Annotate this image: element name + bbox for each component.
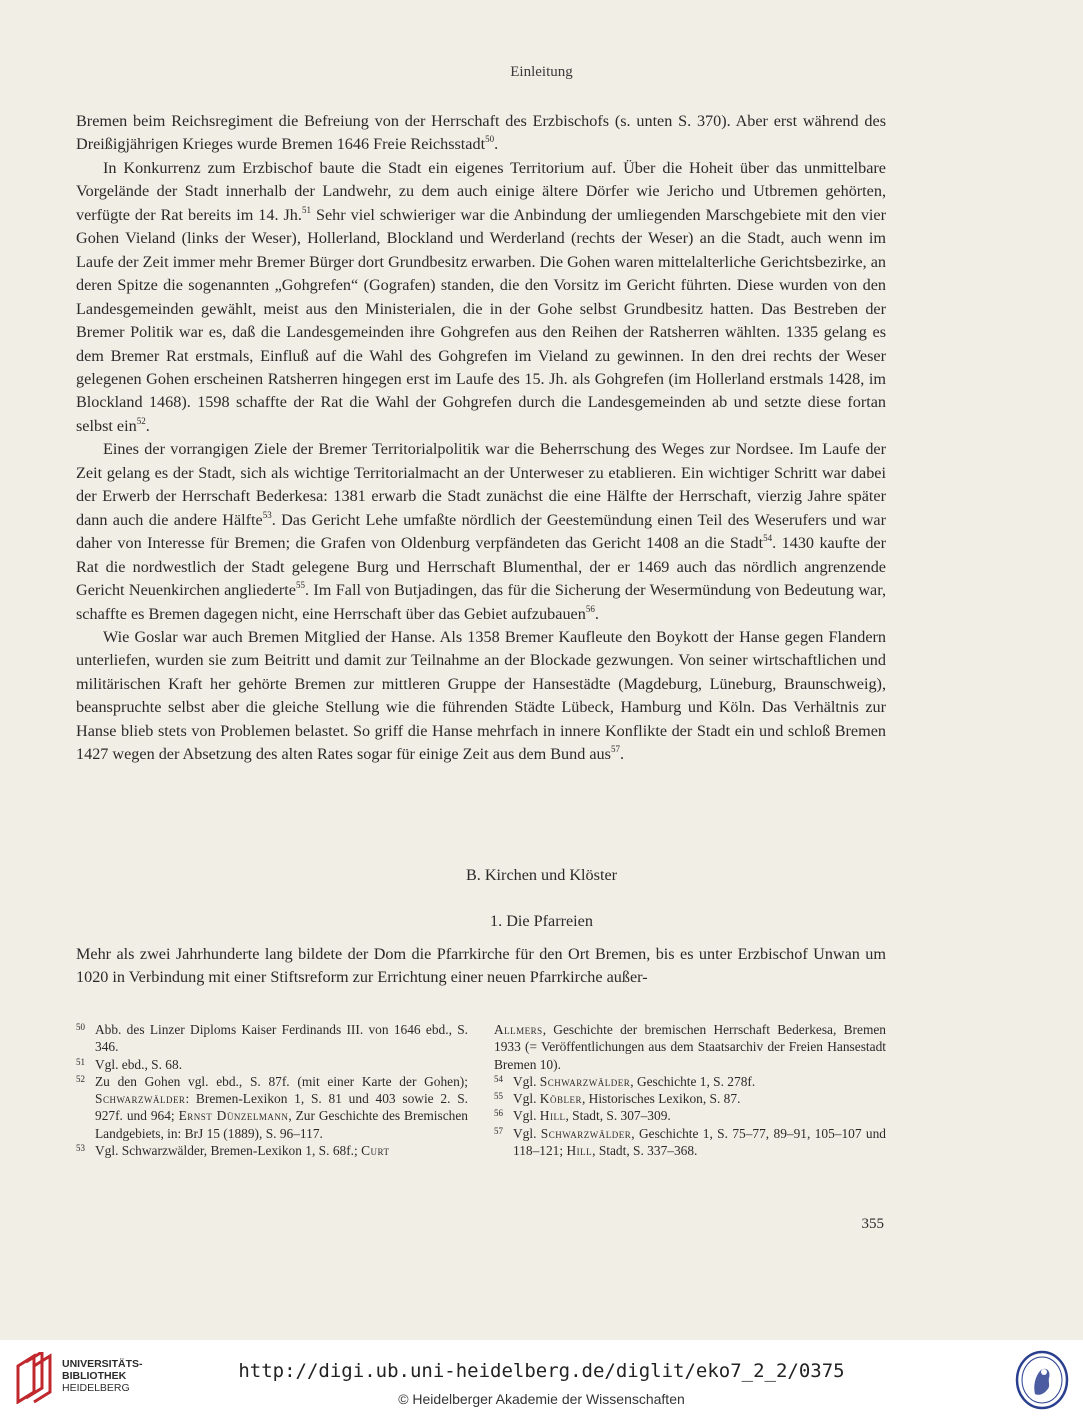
text-run: Bremen beim Reichsregiment die Befreiung von der Herrschaft des Erzbischofs (s. unten S. 370). Aber erst während des Dreißigjährigen Krieges wurde Bremen 1646 Freie Reichsstadt xyxy=(76,112,886,154)
author-name: Köbler xyxy=(539,1091,582,1107)
text-run: Sehr viel schwieriger war die Anbindung der umliegenden Marschgebiete mit den vier Gohen Vieland (links der Weser), Hollerland, Blockland und Werderland (rechts der Weser) an die Stadt, auch wenn im Laufe der Zeit immer mehr Bremer Bürger dort Grundbesitz erwarben. Die Gohen waren mittelalterliche Gerichtsbezirke, an deren Spitze die sogenannten „Gohgrefen“ (Gografen) standen, die den Vorsitz im Gericht führten. Diese wurden von den Landesgemeinden gewählt, meist aus den Ministerialen, die in der Gohe selbst Grundbesitz hatten. Das Bestreben der Bremer Politik war es, daß die Landesgemeinden ihre Gohgrefen aus den Reihen der Ratsherren wählten. 1335 gelang es dem Bremer Rat erstmals, Einfluß auf die Wahl des Gohgrefen im Vieland zu gewinnen. In den drei rechts der Weser gelegenen Gohen erscheinen Ratsherren hingegen erst im Laufe des 15. Jh. als Gohgrefen (im Hollerland erstmals 1428, im Blockland 1468). 1598 schaffte der Rat die Wahl der Gohgrefen durch die Landesgemeinden ab und setzte diese fortan selbst ein xyxy=(76,205,886,435)
logo-line: BIBLIOTHEK xyxy=(62,1370,127,1382)
footnote xyxy=(76,1056,468,1073)
footnote-number: 54 xyxy=(494,1073,503,1084)
footnote-reference: 50 xyxy=(485,134,495,145)
text-run: Wie Goslar war auch Bremen Mitglied der Hanse. Als 1358 Bremer Kaufleute den Boykott der Hanse gegen Flandern unterliefen, wurden sie zum Beitritt und damit zur Teilnahme an der Blockade gezwungen. Von seiner wirtschaftlichen und militärischen Kraft her gehörte Bremen zur mittleren Gruppe der Hansestädte (Magdeburg, Lüneburg, Braunschweig), beanspruchte selbst aber die gleiche Stellung wie die führenden Städte Lübeck, Hamburg und Köln. Das Verhältnis zur Hanse blieb stets von Problemen belastet. So griff die Hanse mehrfach in innere Konflikte der Stadt ein und schloß Bremen 1427 wegen der Absetzung des alten Rates sogar für einige Zeit aus dem Bund aus xyxy=(76,627,886,764)
paragraph: Mehr als zwei Jahrhunderte lang bildete der Dom die Pfarrkirche für den Ort Bremen, bis es unter Erzbischof Unwan um 1020 in Verbindung mit einer Stiftsreform zur Errichtung einer neuen Pfarrkirche außer- xyxy=(76,945,886,987)
text-run: Abb. des Linzer Diploms Kaiser Ferdinands III. von 1646 ebd., S. 346. xyxy=(95,1022,468,1055)
paragraph xyxy=(76,110,886,157)
author-name: Hill xyxy=(566,1143,593,1159)
text-run: Vgl. xyxy=(513,1125,541,1141)
footnote xyxy=(494,1107,886,1124)
text-run: , Geschichte 1, S. 278f. xyxy=(630,1073,756,1089)
footnote-reference: 56 xyxy=(585,603,595,614)
running-head: Einleitung xyxy=(510,64,573,80)
footnote xyxy=(494,1090,886,1107)
footnote xyxy=(76,1073,468,1142)
footnote-number: 50 xyxy=(76,1022,85,1032)
footnotes xyxy=(76,1021,886,1159)
logo-line: HEIDELBERG xyxy=(62,1382,130,1394)
footnote-number: 57 xyxy=(494,1125,503,1136)
text-run: , Zur Geschichte des Bremischen Landgebiets, in: BrJ 15 (1889), S. 96–117. xyxy=(95,1108,469,1141)
footnote-reference: 51 xyxy=(301,204,311,215)
author-name: Hill xyxy=(539,1108,566,1124)
text-run: , Stadt, S. 337–368. xyxy=(592,1143,698,1159)
text-run: , Stadt, S. 307–309. xyxy=(565,1108,671,1124)
text-run: Vgl. xyxy=(513,1108,540,1124)
author-name: Allmers xyxy=(494,1022,543,1037)
footnotes-left-column xyxy=(76,1021,468,1159)
text-run: . xyxy=(494,135,499,154)
footnote-reference: 57 xyxy=(610,744,620,755)
author-name: Schwarzwälder xyxy=(95,1091,186,1107)
text-run: Vgl. Schwarzwälder, Bremen-Lexikon 1, S. 68f.; xyxy=(95,1143,362,1159)
footnote-number: 55 xyxy=(494,1091,503,1102)
paragraph xyxy=(76,157,886,438)
text-run: , Geschichte 1, S. 75–77, 89–91, 105–107 und 118–121; xyxy=(513,1125,886,1159)
text-run: . xyxy=(145,416,150,435)
text-run: . 1430 kaufte der Rat die nordwestlich der Stadt gelegene Burg und Herrschaft Blumenthal, der er 1469 auch das nördlich angrenzende Gericht Neuenkirchen angliederte xyxy=(76,534,886,600)
footnote-number: 52 xyxy=(76,1073,85,1084)
text-run: Vgl. xyxy=(513,1091,540,1107)
text-run: . Im Fall von Butjadingen, das für die Sicherung der Wesermündung von Bedeutung war, schaffte es Bremen dagegen nicht, eine Herrschaft über das Gebiet aufzubauen xyxy=(76,581,886,623)
text-run: Vgl. ebd., S. 68. xyxy=(95,1056,183,1072)
text-run: Zu den Gohen vgl. ebd., S. 87f. (mit einer Karte der Gohen); xyxy=(95,1073,468,1089)
footnotes-right-list xyxy=(494,1073,886,1159)
footnote-number: 53 xyxy=(76,1143,85,1154)
page-number: 355 xyxy=(861,1216,884,1232)
footnote-reference: 52 xyxy=(136,415,146,426)
text-run: . Das Gericht Lehe umfaßte nördlich der Geestemündung einen Teil des Weserufers und war daher von Interesse für Bremen; die Grafen von Oldenburg verpfändeten das Gericht 1408 an die Stadt xyxy=(76,510,886,553)
author-name: Schwarzwälder xyxy=(540,1125,632,1141)
author-name: Schwarzwälder xyxy=(539,1073,631,1089)
footnote-reference: 54 xyxy=(763,533,773,544)
text-run: In Konkurrenz zum Erzbischof baute die Stadt ein eigenes Territorium auf. Über die Hoheit über das unmittelbare Vorgelände der Stadt innerhalb der Landwehr, zu dem auch einige ältere Dörfer wie Jericho und Utbremen gehörten, verfügte der Rat bereits im 14. Jh. xyxy=(76,158,886,224)
footnote xyxy=(494,1073,886,1090)
text-run: , Historisches Lexikon, S. 87. xyxy=(581,1091,741,1107)
footnote-53-continued xyxy=(494,1021,886,1073)
academy-seal-icon[interactable] xyxy=(1015,1350,1069,1410)
permalink-url[interactable]: http://digi.ub.uni-heidelberg.de/diglit/eko7_2_2/0375 xyxy=(238,1360,845,1382)
body-paragraph-after-heading xyxy=(76,943,886,990)
paragraph xyxy=(76,626,886,767)
subsection-heading: 1. Die Pfarreien xyxy=(490,912,593,930)
logo-line: UNIVERSITÄTS- xyxy=(62,1358,143,1370)
section-heading: B. Kirchen und Klöster xyxy=(465,866,618,884)
footnote-number: 51 xyxy=(76,1056,85,1067)
text-run: : Bremen-Lexikon 1, S. 81 und 403 sowie 2. S. 927f. und 964; xyxy=(95,1091,468,1124)
author-name: Curt xyxy=(361,1143,390,1159)
footnote xyxy=(76,1021,468,1056)
paragraph xyxy=(76,438,886,626)
footnote xyxy=(76,1142,468,1159)
text-run: , Geschichte der bremischen Herrschaft Bederkesa, Bremen 1933 (= Veröffentlichungen aus dem Staatsarchiv der Freien Hansestadt Bremen 10). xyxy=(494,1022,886,1072)
text-run: . xyxy=(594,604,599,623)
author-name: Ernst Dünzelmann xyxy=(178,1108,289,1124)
footnote-number: 56 xyxy=(494,1108,503,1119)
text-run: Vgl. xyxy=(513,1073,540,1089)
copyright-notice: © Heidelberger Akademie der Wissenschaften xyxy=(398,1391,685,1407)
footnotes-right-column xyxy=(494,1021,886,1159)
text-run: Eines der vorrangigen Ziele der Bremer Territorialpolitik war die Beherrschung des Weges zur Nordsee. Im Laufe der Zeit gelang es der Stadt, sich als wichtige Territorialmacht an der Unterweser zu etablieren. Ein wichtiger Schritt war dabei der Erwerb der Herrschaft Bederkesa: 1381 erwarb die Stadt zunächst die eine Hälfte der Herrschaft, vierzig Jahre später dann auch die andere Hälfte xyxy=(76,440,886,529)
main-body-text xyxy=(76,110,886,767)
footnote-reference: 55 xyxy=(295,580,305,591)
footer-bar xyxy=(0,1340,1083,1420)
footnote-reference: 53 xyxy=(262,509,272,520)
text-run: . xyxy=(619,745,624,764)
footnote xyxy=(494,1125,886,1160)
